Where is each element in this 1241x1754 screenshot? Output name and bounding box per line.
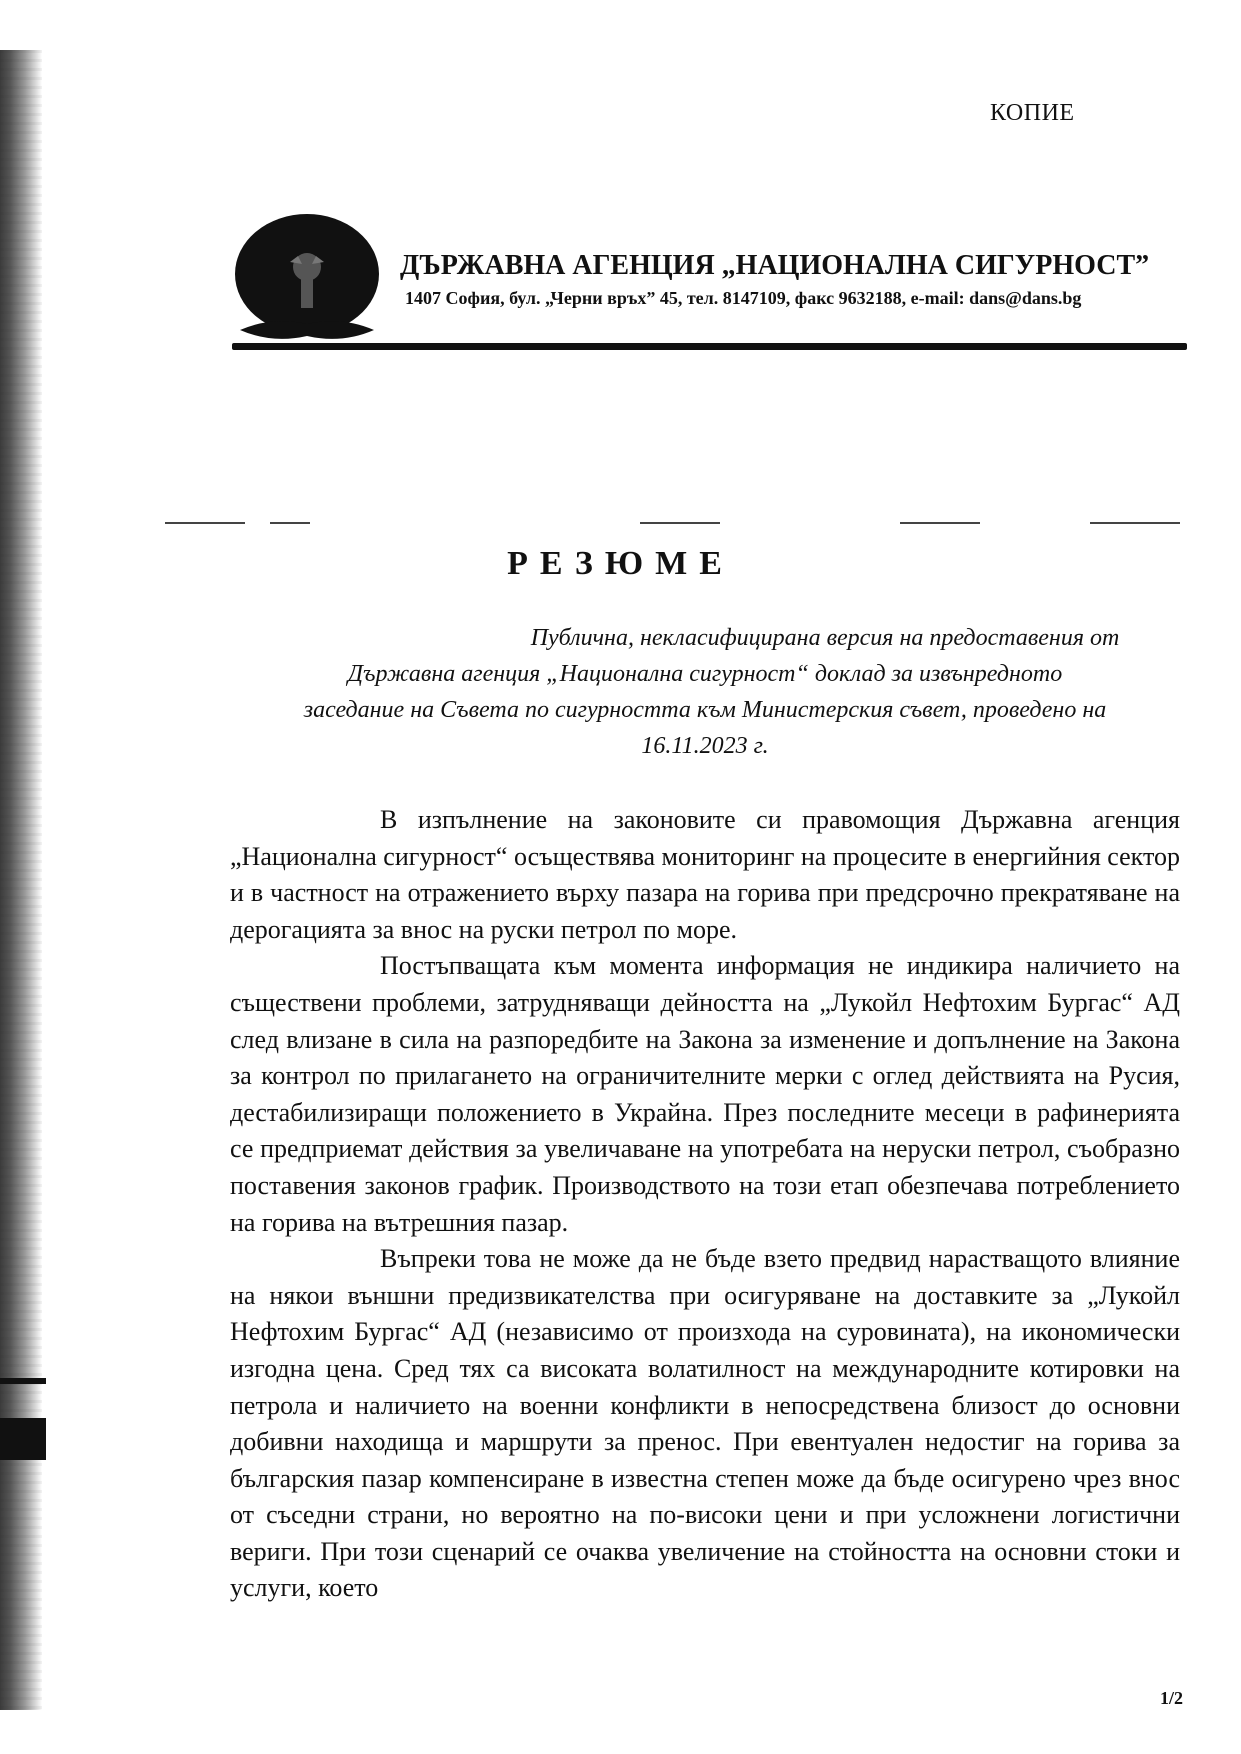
separator-line bbox=[165, 522, 245, 524]
separator-line bbox=[270, 522, 310, 524]
page-number: 1/2 bbox=[1160, 1688, 1184, 1708]
subtitle-line: Публична, некласифицирана версия на предоставения от bbox=[530, 625, 1120, 651]
subtitle-line: 16.11.2023 г. bbox=[641, 733, 769, 759]
separator-line bbox=[1090, 522, 1180, 524]
document-body bbox=[230, 802, 1180, 1607]
document-title: РЕЗЮМЕ bbox=[507, 545, 734, 582]
scan-edge-shadow bbox=[0, 50, 42, 1710]
scan-artifact-bar bbox=[0, 1378, 46, 1384]
document-subtitle bbox=[225, 620, 1185, 764]
agency-address: 1407 София, бул. „Черни връх” 45, тел. 8147109, факс 9632188, e-mail: dans@dans.bg bbox=[405, 288, 1082, 308]
subtitle-line: Държавна агенция „Национална сигурност“ доклад за извънредното bbox=[347, 661, 1063, 687]
header-rule bbox=[232, 343, 1187, 350]
agency-name: ДЪРЖАВНА АГЕНЦИЯ „НАЦИОНАЛНА СИГУРНОСТ” bbox=[400, 250, 1150, 281]
agency-emblem bbox=[232, 212, 382, 347]
body-paragraph: Въпреки това не може да не бъде взето предвид нарастващото влияние на някои външни предизвикателства при осигуряване на доставките за „Лукойл Нефтохим Бургас“ АД (независимо от произхода на суровината), на икономически изгодна цена. Сред тях са високата волатилност на международните котировки на петрола и наличието на военни конфликти в непосредствена близост до основни добивни находища и маршрути за пренос. При евентуален недостиг на горива за българския пазар компенсиране в известна степен може да бъде осигурено чрез внос от съседни страни, но вероятно на по-високи цени и при усложнени логистични вериги. При този сценарий се очаква увеличение на стойността на основни стоки и услуги, което bbox=[230, 1244, 1180, 1603]
body-paragraph: Постъпващата към момента информация не индикира наличието на съществени проблеми, затрудняващи дейността на „Лукойл Нефтохим Бургас“ АД след влизане в сила на разпоредбите на Закона за изменение и допълнение на Закона за контрол по прилагането на ограничителните мерки с оглед действията на Русия, дестабилизиращи положението в Украйна. През последните месеци в рафинерията се предприемат действия за увеличаване на употребата на неруски петрол, съобразно поставения законов график. Производството на този етап обезпечава потреблението на горива на вътрешния пазар. bbox=[230, 951, 1180, 1237]
body-paragraph: В изпълнение на законовите си правомощия Държавна агенция „Национална сигурност“ осъществява мониторинг на процесите в енергийния сектор и в частност на отражението върху пазара на горива при предсрочно прекратяване на дерогацията за внос на руски петрол по море. bbox=[230, 805, 1180, 944]
separator-line bbox=[900, 522, 980, 524]
separator-line bbox=[640, 522, 720, 524]
copy-label: КОПИЕ bbox=[990, 100, 1075, 126]
subtitle-line: заседание на Съвета по сигурността към Министерския съвет, проведено на bbox=[303, 697, 1107, 723]
scan-artifact-block bbox=[0, 1418, 46, 1460]
